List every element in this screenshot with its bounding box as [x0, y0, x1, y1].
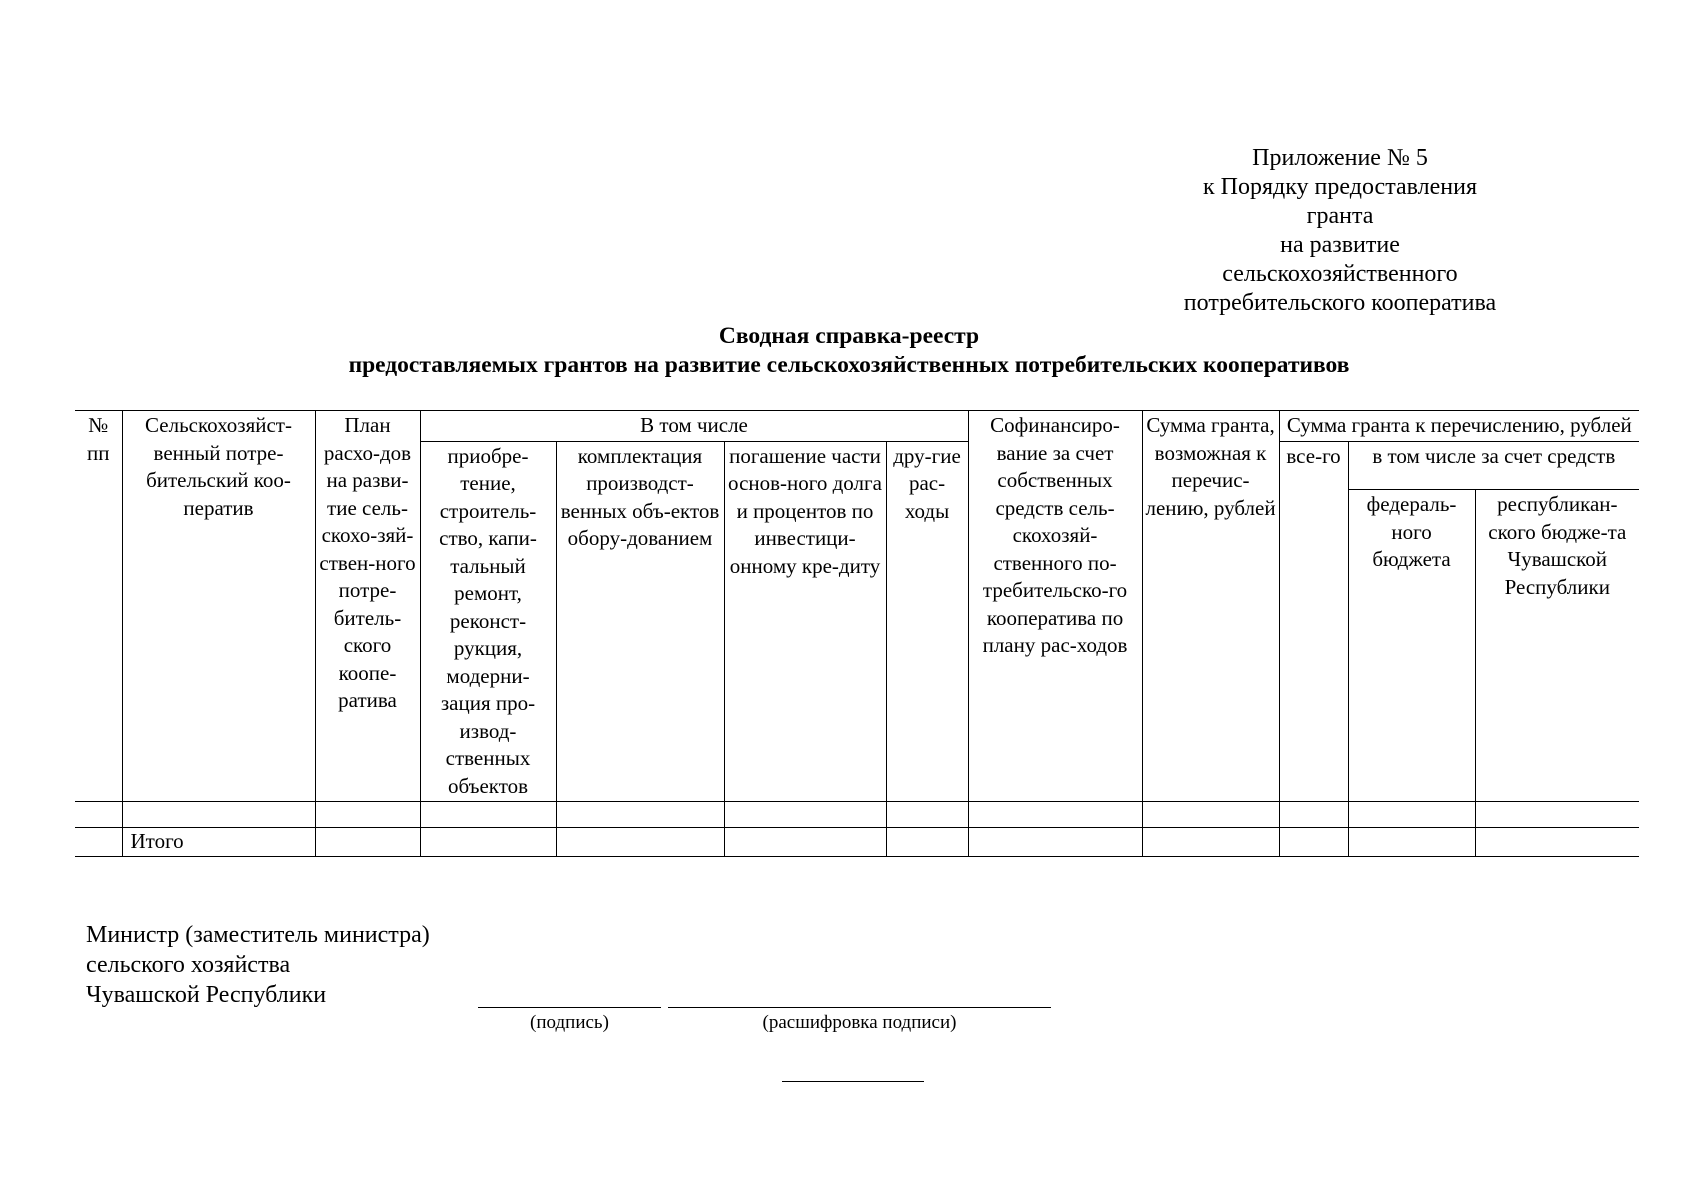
- total-cell-cofinancing[interactable]: [968, 828, 1142, 857]
- total-cell-equipment[interactable]: [556, 828, 724, 857]
- total-cell-total[interactable]: [1279, 828, 1348, 857]
- signature-title-line-3: Чувашской Республики: [86, 982, 327, 1008]
- header-equipment: комплектация производст-венных объ-ектов обору-дованием: [556, 441, 724, 802]
- total-cell-loan[interactable]: [724, 828, 886, 857]
- signature-caption: (подпись): [530, 1012, 609, 1033]
- total-cell-federal[interactable]: [1348, 828, 1475, 857]
- header-acquisition: приобре-тение, строитель-ство, капи-тальный ремонт, реконст-рукция, модерни-зация про-извод-ственных объектов: [420, 441, 556, 802]
- total-cell-republic[interactable]: [1475, 828, 1639, 857]
- cell-coop[interactable]: [122, 802, 315, 828]
- cell-cofinancing[interactable]: [968, 802, 1142, 828]
- title-line-2: предоставляемых грантов на развитие сельскохозяйственных потребительских кооперативов: [348, 352, 1350, 378]
- annex-header: [1175, 144, 1505, 318]
- cell-num[interactable]: [75, 802, 122, 828]
- cell-grant-possible[interactable]: [1142, 802, 1279, 828]
- header-plan: План расхо-дов на разви-тие сель-скохо-зяй-ствен-ного потре-битель-ского коопе-ратива: [315, 411, 420, 802]
- signature-title-line-1: Министр (заместитель министра): [86, 922, 430, 948]
- total-cell-grant-possible[interactable]: [1142, 828, 1279, 857]
- annex-line-2: к Порядку предоставления гранта: [1202, 174, 1477, 229]
- total-cell-other[interactable]: [886, 828, 968, 857]
- header-num-text: № пп: [87, 413, 110, 465]
- annex-line-4: потребительского кооператива: [1183, 290, 1497, 316]
- total-label: Итого: [122, 828, 315, 857]
- header-cofinancing: Софинансиро-вание за счет собственных средств сель-скохозяй-ственного по-требительско-го кооператива по плану рас-ходов: [968, 411, 1142, 802]
- cell-loan[interactable]: [724, 802, 886, 828]
- title-line-1: Сводная справка-реестр: [718, 323, 980, 349]
- total-cell-plan[interactable]: [315, 828, 420, 857]
- annex-line-3: на развитие сельскохозяйственного: [1222, 232, 1458, 287]
- signature-decoding-line[interactable]: [668, 1007, 1051, 1008]
- header-num: [75, 411, 122, 802]
- signature-line[interactable]: [478, 1007, 661, 1008]
- cell-federal[interactable]: [1348, 802, 1475, 828]
- total-cell-num: [75, 828, 122, 857]
- signature-decoding-caption: (расшифровка подписи): [762, 1012, 957, 1033]
- header-coop: Сельскохозяйст-венный потре-бительский коо-ператив: [122, 411, 315, 802]
- cell-acquisition[interactable]: [420, 802, 556, 828]
- cell-other[interactable]: [886, 802, 968, 828]
- header-federal: федераль-ного бюджета: [1348, 490, 1475, 802]
- header-loan: погашение части основ-ного долга и процентов по инвестици-онному кре-диту: [724, 441, 886, 802]
- cell-total[interactable]: [1279, 802, 1348, 828]
- cell-republic[interactable]: [1475, 802, 1639, 828]
- header-including: В том числе: [420, 411, 968, 442]
- header-other: дру-гие рас-ходы: [886, 441, 968, 802]
- signature-block: [86, 920, 430, 1010]
- header-total: все-го: [1279, 441, 1348, 802]
- annex-number: Приложение № 5: [1252, 145, 1428, 171]
- signature-title-line-2: сельского хозяйства: [86, 952, 291, 978]
- total-cell-acquisition[interactable]: [420, 828, 556, 857]
- header-republic: республикан-ского бюдже-та Чувашской Республики: [1475, 490, 1639, 802]
- document-title: [0, 322, 1698, 380]
- cell-equipment[interactable]: [556, 802, 724, 828]
- cell-plan[interactable]: [315, 802, 420, 828]
- table-row: [75, 802, 1639, 828]
- registry-table: [75, 410, 1639, 857]
- closing-divider: [782, 1081, 924, 1082]
- total-row: [75, 828, 1639, 857]
- header-including-from: в том числе за счет средств: [1348, 441, 1639, 490]
- header-grant-possible: Сумма гранта, возможная к перечис-лению, рублей: [1142, 411, 1279, 802]
- header-grant-transfer: Сумма гранта к перечислению, рублей: [1279, 411, 1639, 442]
